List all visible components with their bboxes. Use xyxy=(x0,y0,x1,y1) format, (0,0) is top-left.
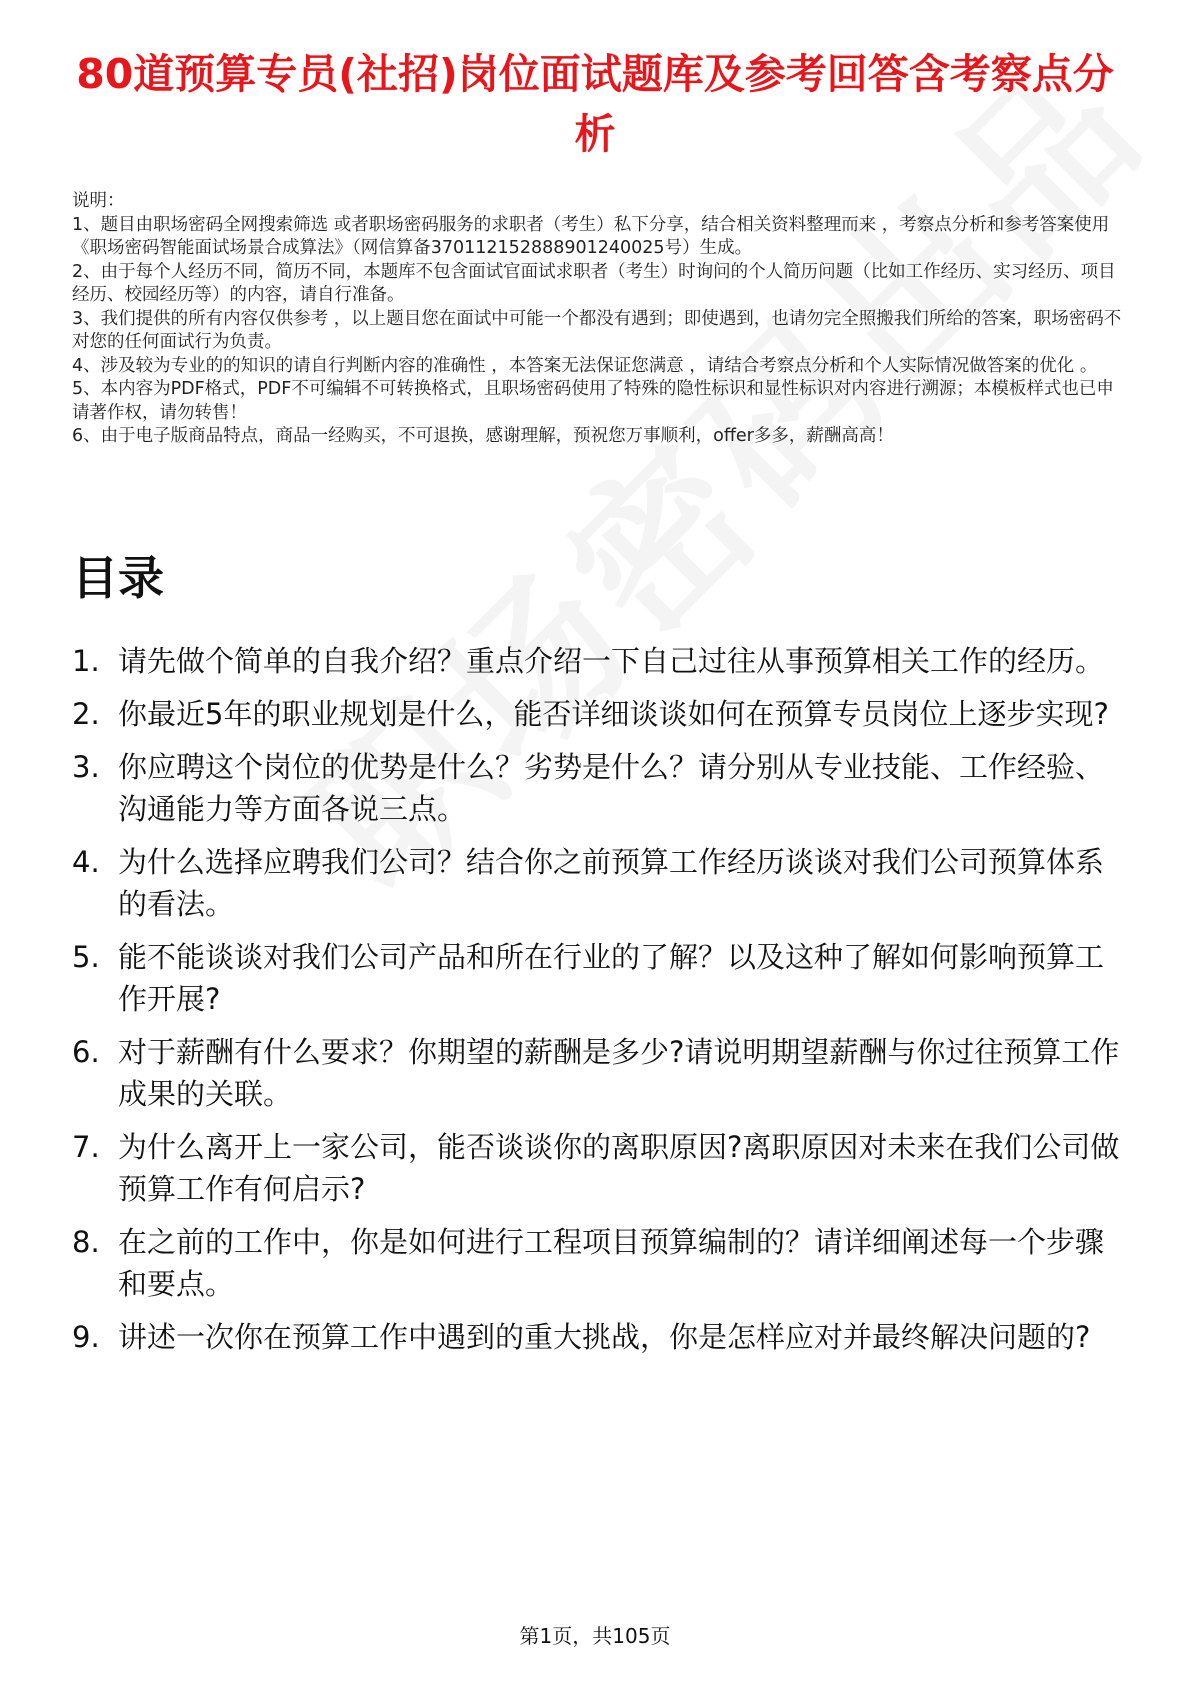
question-number: 4. xyxy=(72,845,100,879)
note-item: 3、我们提供的所有内容仅供参考 ，以上题目您在面试中可能一个都没有遇到；即使遇到，也请勿完全照搬我们所给的答案，职场密码不对您的任何面试行为负责。 xyxy=(72,308,1122,352)
question-item[interactable] xyxy=(72,1316,1132,1358)
question-number: 6. xyxy=(72,1035,100,1069)
question-number: 1. xyxy=(72,644,100,678)
question-text: 能不能谈谈对我们公司产品和所在行业的了解？以及这种了解如何影响预算工作开展? xyxy=(118,940,1105,1016)
question-text: 讲述一次你在预算工作中遇到的重大挑战，你是怎样应对并最终解决问题的? xyxy=(118,1320,1091,1354)
question-list xyxy=(72,640,1132,1369)
note-item: 5、本内容为PDF格式，PDF不可编辑不可转换格式，且职场密码使用了特殊的隐性标识和显性标识对内容进行溯源；本模板样式也已申请著作权，请勿转售！ xyxy=(72,379,1114,423)
question-item[interactable] xyxy=(72,693,1132,735)
question-number: 2. xyxy=(72,697,100,731)
question-text: 你最近5年的职业规划是什么，能否详细谈谈如何在预算专员岗位上逐步实现? xyxy=(118,697,1109,731)
document-title: 80道预算专员(社招)岗位面试题库及参考回答含考察点分析 xyxy=(76,50,1114,158)
note-item: 2、由于每个人经历不同，简历不同，本题库不包含面试官面试求职者（考生）时询问的个人简历问题（比如工作经历、实习经历、项目经历、校园经历等）的内容，请自行准备。 xyxy=(72,261,1116,305)
toc-heading: 目录 xyxy=(72,551,164,605)
question-item[interactable] xyxy=(72,640,1132,682)
note-item: 6、由于电子版商品特点，商品一经购买，不可退换，感谢理解，预祝您万事顺利，offer多多，薪酬高高！ xyxy=(72,426,894,446)
notes-section xyxy=(72,190,1122,449)
page-footer: 第1页，共105页 xyxy=(519,1624,671,1648)
question-number: 8. xyxy=(72,1225,100,1259)
question-text: 在之前的工作中，你是如何进行工程项目预算编制的？请详细阐述每一个步骤和要点。 xyxy=(118,1225,1105,1301)
question-text: 你应聘这个岗位的优势是什么？劣势是什么？请分别从专业技能、工作经验、沟通能力等方面各说三点。 xyxy=(118,750,1105,826)
question-text: 对于薪酬有什么要求？你期望的薪酬是多少?请说明期望薪酬与你过往预算工作成果的关联。 xyxy=(118,1035,1120,1111)
question-text: 为什么离开上一家公司，能否谈谈你的离职原因?离职原因对未来在我们公司做预算工作有何启示? xyxy=(118,1130,1120,1206)
question-text: 请先做个简单的自我介绍？重点介绍一下自己过往从事预算相关工作的经历。 xyxy=(118,644,1105,678)
note-item: 1、题目由职场密码全网搜索筛选 或者职场密码服务的求职者（考生）私下分享，结合相关资料整理而来 ，考察点分析和参考答案使用《职场密码智能面试场景合成算法》（网信算备370112152888901240025号）生成。 xyxy=(72,214,1110,258)
question-item[interactable] xyxy=(72,841,1132,925)
question-number: 3. xyxy=(72,750,100,784)
question-item[interactable] xyxy=(72,1126,1132,1210)
question-text: 为什么选择应聘我们公司？结合你之前预算工作经历谈谈对我们公司预算体系的看法。 xyxy=(118,845,1105,921)
question-item[interactable] xyxy=(72,936,1132,1020)
question-item[interactable] xyxy=(72,1031,1132,1115)
question-number: 5. xyxy=(72,940,100,974)
notes-label: 说明： xyxy=(72,191,125,211)
question-item[interactable] xyxy=(72,746,1132,830)
question-number: 9. xyxy=(72,1320,100,1354)
question-item[interactable] xyxy=(72,1221,1132,1305)
question-number: 7. xyxy=(72,1130,100,1164)
note-item: 4、涉及较为专业的的知识的请自行判断内容的准确性 ，本答案无法保证您满意 ，请结合考察点分析和个人实际情况做答案的优化 。 xyxy=(72,355,1098,376)
